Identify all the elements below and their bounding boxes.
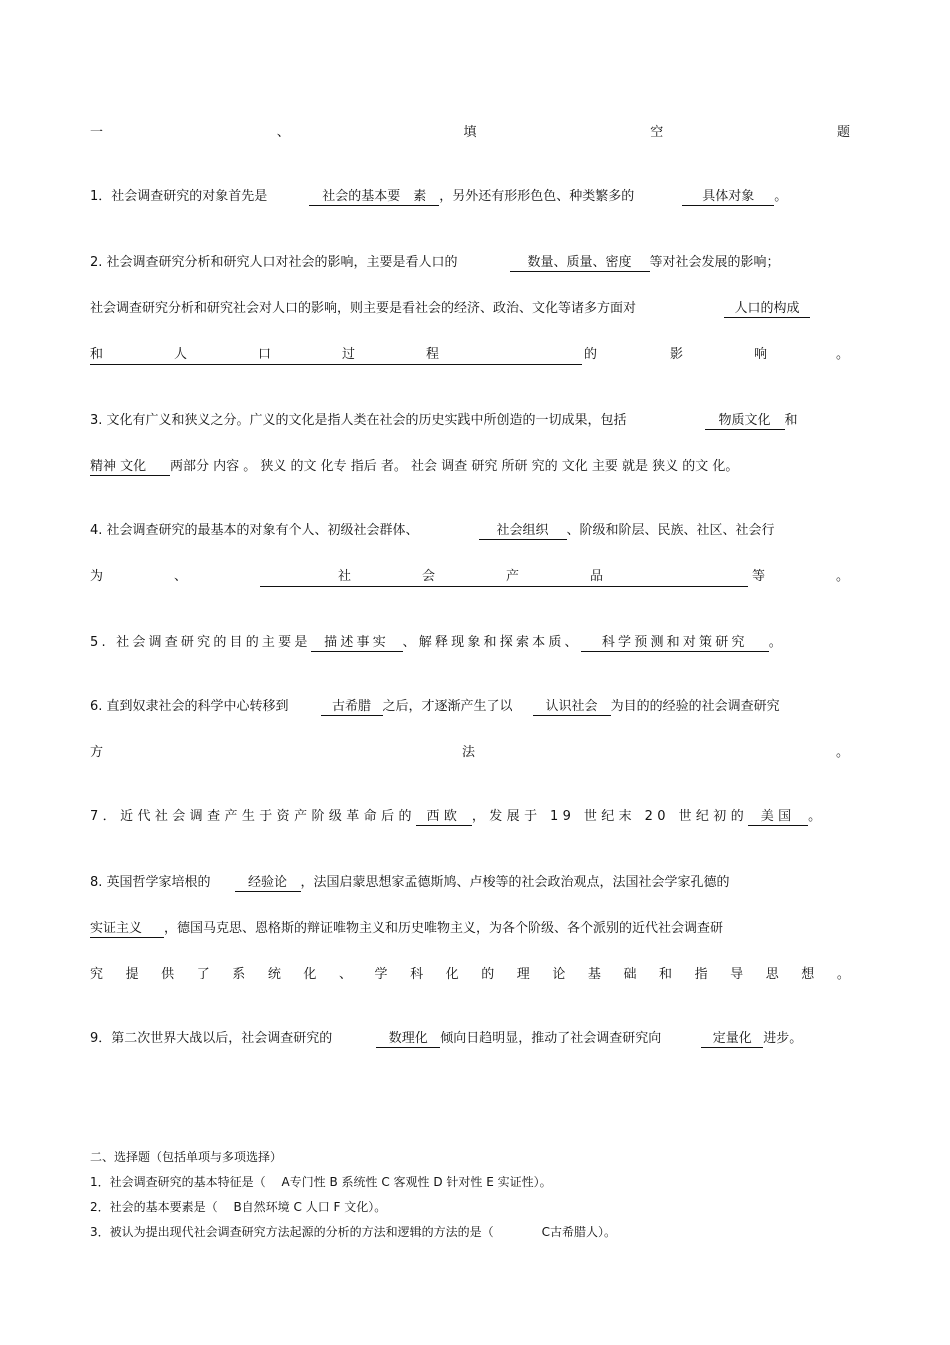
question-char: 学	[374, 967, 388, 982]
question-text: 。	[774, 189, 788, 204]
question-text: 和	[784, 413, 798, 428]
question-text: 6. 直到奴隶社会的科学中心转移到	[90, 699, 289, 714]
answer-blank: 认识社会	[533, 699, 611, 716]
title-char: 空	[650, 125, 664, 140]
answer-blank: 社会组织	[479, 523, 567, 540]
question-char: 了	[196, 967, 210, 982]
title-char: 、	[276, 125, 290, 140]
question-text: 7．近代社会调查产生于资产阶级革命后的	[90, 809, 416, 824]
section-1-title	[90, 124, 850, 142]
question-char: 、	[174, 569, 188, 584]
question-char: 指	[694, 967, 708, 982]
question-7	[90, 808, 850, 826]
answer-blank: 数理化	[376, 1031, 440, 1048]
question-char: 和	[659, 967, 673, 982]
choice-item: 3．被认为提出现代社会调查研究方法起源的分析的方法和逻辑的方法的是（ C古希腊人）。	[90, 1225, 617, 1239]
question-8-line2	[90, 920, 850, 938]
question-char: 。	[836, 569, 850, 584]
question-9	[90, 1030, 850, 1048]
answer-char: 品	[590, 569, 604, 584]
answer-blank: 定量化	[701, 1031, 763, 1048]
question-char: 。	[836, 967, 850, 982]
answer-char: 人	[174, 347, 188, 362]
question-text: 。	[768, 635, 785, 650]
question-text: 。	[808, 809, 826, 824]
answer-blank: 社会的基本要 素	[309, 189, 439, 206]
question-char: 响	[754, 347, 768, 362]
question-char: 化	[445, 967, 459, 982]
answer-blank: 古希腊	[321, 699, 383, 716]
title-char: 一	[90, 125, 104, 140]
question-char: 。	[836, 347, 850, 362]
answer-underline	[90, 346, 582, 365]
title-char: 填	[463, 125, 477, 140]
question-5	[90, 634, 850, 652]
answer-blank: 具体对象	[682, 189, 774, 206]
answer-blank: 实证主义	[90, 921, 164, 938]
answer-char: 产	[506, 569, 520, 584]
question-text: 9．第二次世界大战以后，社会调查研究的	[90, 1031, 333, 1046]
question-char: 为	[90, 569, 104, 584]
question-text: 为目的的经验的社会调查研究	[610, 699, 780, 714]
question-char: 影	[670, 347, 684, 362]
question-char: 供	[161, 967, 175, 982]
question-3	[90, 412, 850, 430]
answer-blank: 美国	[748, 809, 808, 826]
question-char: 统	[267, 967, 281, 982]
question-8	[90, 874, 850, 892]
question-char: 系	[232, 967, 246, 982]
question-4	[90, 522, 850, 540]
title-char: 题	[836, 125, 850, 140]
question-text: ，德国马克思、恩格斯的辩证唯物主义和历史唯物主义，为各个阶级、各个派别的近代社会调查研	[164, 921, 724, 936]
question-1	[90, 188, 850, 206]
question-2-line2	[90, 300, 850, 318]
question-text: ，发展于 19 世纪末 20 世纪初的	[471, 809, 749, 824]
question-char: 提	[125, 967, 139, 982]
question-char: 导	[730, 967, 744, 982]
answer-blank: 人口的构成	[724, 301, 810, 318]
answer-char: 过	[342, 347, 356, 362]
question-text: 5. 社会调查研究的目的主要是	[90, 635, 311, 650]
answer-blank: 数量、质量、密度	[510, 255, 650, 272]
question-char: 想	[801, 967, 815, 982]
question-char: 法	[462, 745, 476, 760]
answer-blank: 经验论	[235, 875, 301, 892]
question-char: 、	[338, 967, 352, 982]
question-text: 社会调查研究分析和研究社会对人口的影响，则主要是看社会的经济、政治、文化等诸多方面对	[90, 301, 637, 316]
answer-blank: 科学预测和对策研究	[581, 635, 769, 652]
question-6	[90, 698, 850, 716]
question-8-line3	[90, 966, 850, 984]
answer-char: 程	[426, 347, 440, 362]
question-text: 4. 社会调查研究的最基本的对象有个人、初级社会群体、	[90, 523, 419, 538]
question-text: ，另外还有形形色色、种类繁多的	[439, 189, 635, 204]
question-text: ，法国启蒙思想家孟德斯鸠、卢梭等的社会政治观点，法国社会学家孔德的	[300, 875, 730, 890]
answer-blank: 描述事实	[311, 635, 403, 652]
question-char: 础	[623, 967, 637, 982]
question-2	[90, 254, 850, 272]
answer-char: 会	[422, 569, 436, 584]
question-text: 、解释现象和探索本质、	[402, 635, 581, 650]
question-text: 8. 英国哲学家培根的	[90, 875, 211, 890]
answer-char: 口	[258, 347, 272, 362]
question-char: 化	[303, 967, 317, 982]
question-text: 进步。	[763, 1031, 803, 1046]
question-text: 等对社会发展的影响；	[649, 255, 780, 270]
question-char: 的	[584, 347, 598, 362]
question-text: 、阶级和阶层、民族、社区、社会行	[566, 523, 775, 538]
question-char: 的	[481, 967, 495, 982]
answer-blank: 精神 文化	[90, 459, 170, 476]
answer-blank: 西欧	[416, 809, 472, 826]
question-char: 究	[90, 967, 104, 982]
question-text: 1．社会调查研究的对象首先是	[90, 189, 268, 204]
choice-item: 1．社会调查研究的基本特征是（ A专门性 B 系统性 C 客观性 D 针对性 E 实证性）。	[90, 1175, 552, 1189]
question-text: 3. 文化有广义和狭义之分。广义的文化是指人类在社会的历史实践中所创造的一切成果，包括	[90, 413, 627, 428]
answer-underline	[260, 568, 748, 587]
choice-item: 2．社会的基本要素是（ B自然环境 C 人口 F 文化）。	[90, 1200, 387, 1214]
question-char: 思	[765, 967, 779, 982]
question-3-line2	[90, 458, 850, 476]
question-char: 科	[410, 967, 424, 982]
question-text: 两部分 内容 。 狭义 的文 化专 指后 者。 社会 调查 研究 所研 究的 文化 主要 就是 狭义 的文 化。	[170, 459, 739, 474]
question-text: 2. 社会调查研究分析和研究人口对社会的影响，主要是看人口的	[90, 255, 458, 270]
question-char: 。	[836, 745, 850, 760]
answer-blank: 物质文化	[705, 413, 785, 430]
question-text: 倾向日趋明显，推动了社会调查研究向	[440, 1031, 662, 1046]
section-2-title: 二、选择题（包括单项与多项选择）	[90, 1150, 283, 1164]
answer-char: 社	[338, 569, 352, 584]
question-char: 理	[516, 967, 530, 982]
question-char: 方	[90, 745, 104, 760]
question-char: 等	[752, 569, 766, 584]
question-char: 论	[552, 967, 566, 982]
question-char: 基	[587, 967, 601, 982]
question-text: 之后，才逐渐产生了以	[382, 699, 513, 714]
answer-char: 和	[90, 347, 104, 362]
